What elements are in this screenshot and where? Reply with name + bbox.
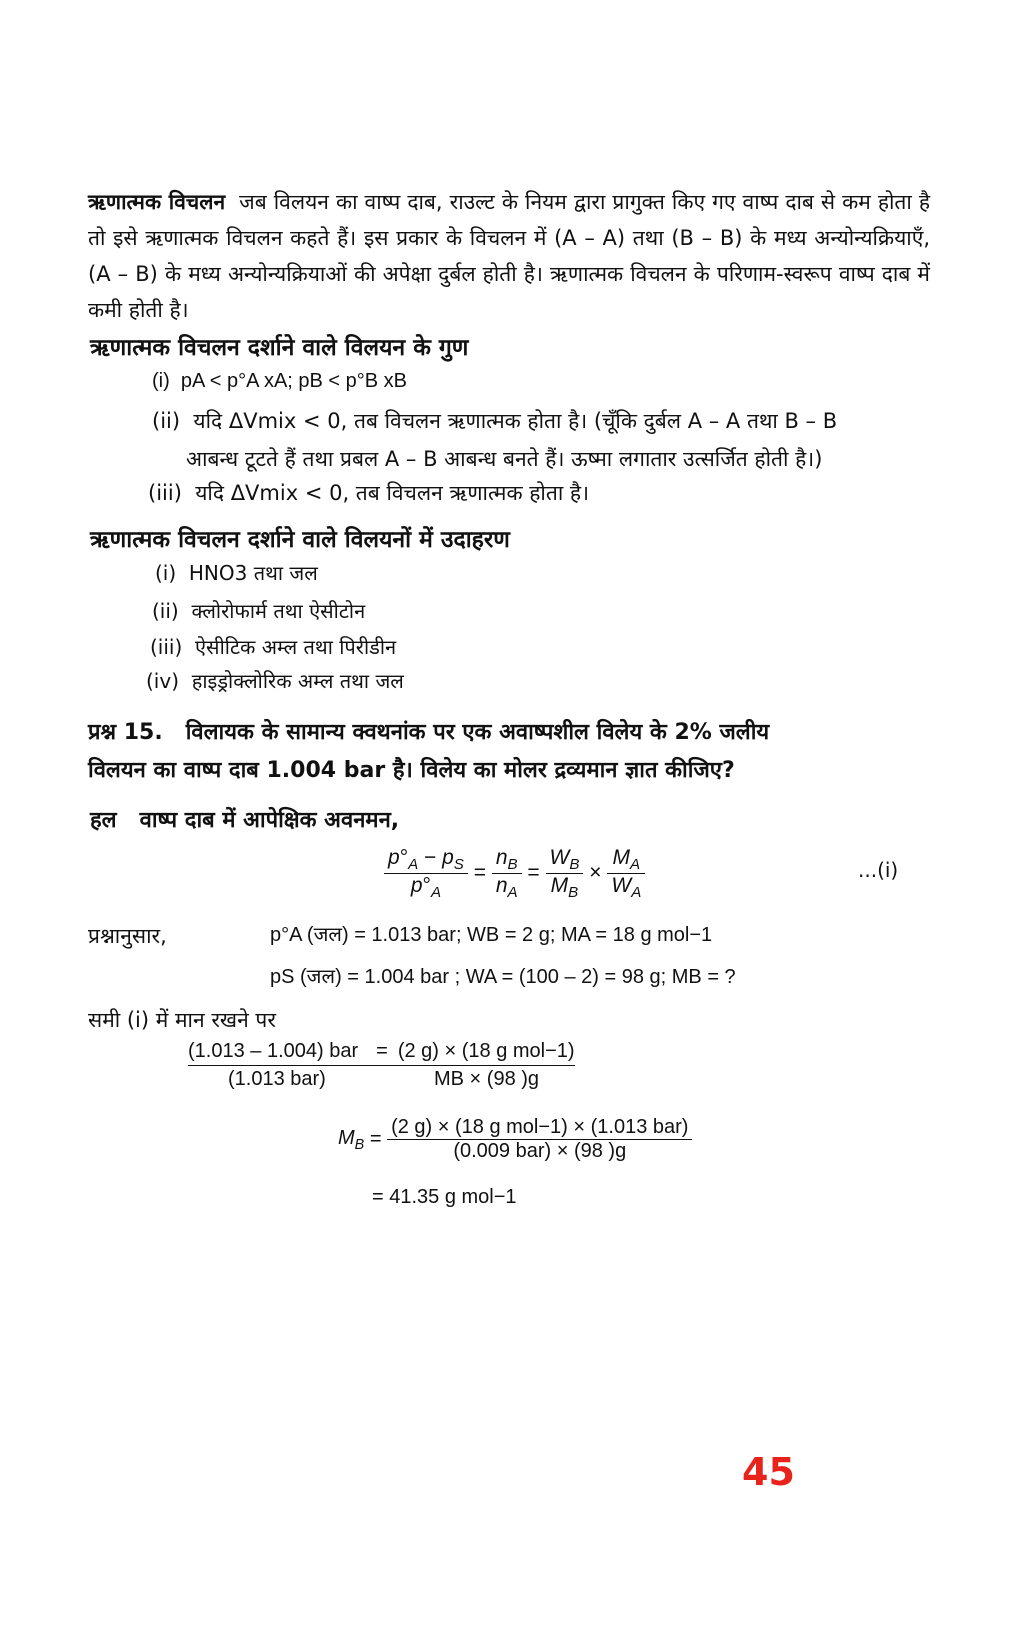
solution-intro-text: वाष्प दाब में आपेक्षिक अवनमन,	[139, 808, 400, 833]
solution-intro	[90, 804, 399, 834]
fraction-molar: $\frac{M_A}{W_A}$	[607, 846, 645, 901]
item-number: (iii)	[150, 635, 183, 659]
page-number: 45	[742, 1450, 795, 1494]
equation-tag: ...(i)	[858, 858, 899, 882]
property-item-1	[152, 366, 407, 396]
step1-numerator-left: (1.013 – 1.004) bar	[188, 1040, 359, 1062]
property-formula: pA < p°A xA; pB < p°B xB	[180, 370, 408, 392]
step-2: $M_B$ = $\frac{\text{(2 g) × (18 g mol−1) × (1.013 bar)}}{\text{(0.009 bar) × (98 )g}}$	[338, 1116, 692, 1163]
example-text: हाइड्रोक्लोरिक अम्ल तथा जल	[191, 669, 404, 693]
equation-1: $\frac{p^\circ_A - p_S}{p^\circ_A}$ = $\frac{n_B}{n_A}$ = $\frac{W_B}{M_B}$ × $\frac{M_A}{W_A}$	[384, 846, 645, 901]
given-label: प्रश्नानुसार,	[88, 924, 167, 948]
question-label: प्रश्न 15.	[88, 720, 163, 745]
result: = 41.35 g mol−1	[372, 1186, 517, 1208]
property-text-line2: आबन्ध टूटते हैं तथा प्रबल A – B आबन्ध बनते हैं। ऊष्मा लगातार उत्सर्जित होती है।)	[186, 447, 823, 471]
properties-heading: ऋणात्मक विचलन दर्शाने वाले विलयन के गुण	[90, 335, 469, 361]
step2-denominator: (0.009 bar) × (98 )g	[453, 1140, 627, 1162]
example-item-2	[152, 596, 365, 626]
property-text-line1: यदि ΔVmix < 0, तब विचलन ऋणात्मक होता है। (चूँकि दुर्बल A – A तथा B – B	[193, 409, 838, 433]
step-1: (1.013 – 1.004) bar = (2 g) × (18 g mol−1) (1.013 bar) MB × (98 )g	[188, 1040, 575, 1090]
question-line2: विलयन का वाष्प दाब 1.004 bar है। विलेय का मोलर द्रव्यमान ज्ञात कीजिए?	[88, 758, 735, 783]
example-item-4	[146, 666, 404, 696]
property-item-2-cont	[186, 440, 936, 478]
example-text: ऐसीटिक अम्ल तथा पिरीडीन	[195, 635, 397, 659]
property-text: यदि ΔVmix < 0, तब विचलन ऋणात्मक होता है।	[195, 481, 590, 505]
intro-term: ऋणात्मक विचलन	[88, 190, 226, 214]
fraction-pressure: $\frac{p^\circ_A - p_S}{p^\circ_A}$	[384, 846, 468, 901]
solution-label: हल	[90, 808, 117, 833]
item-number: (ii)	[152, 599, 179, 623]
question-line1: विलायक के सामान्य क्वथनांक पर एक अवाष्पशील विलेय के 2% जलीय	[185, 720, 770, 745]
fraction-moles: $\frac{n_B}{n_A}$	[492, 846, 522, 901]
example-item-1	[155, 558, 318, 588]
item-number: (i)	[152, 370, 170, 392]
step1-numerator-right: (2 g) × (18 g mol−1)	[397, 1040, 575, 1062]
property-item-2	[152, 402, 932, 440]
item-number: (iv)	[146, 669, 179, 693]
step2-fraction	[387, 1116, 692, 1163]
substitute-text: समी (i) में मान रखने पर	[88, 1008, 276, 1032]
example-item-3	[150, 632, 396, 662]
example-text: HNO3 तथा जल	[188, 561, 318, 585]
step2-numerator: (2 g) × (18 g mol−1) × (1.013 bar)	[387, 1116, 692, 1140]
property-item-3	[148, 478, 589, 508]
example-text: क्लोरोफार्म तथा ऐसीटोन	[191, 599, 366, 623]
question	[88, 714, 933, 790]
intro-text: जब विलयन का वाष्प दाब, राउल्ट के नियम द्वारा प्रागुक्त किए गए वाष्प दाब से कम होता है तो इसे ऋणात्मक विचलन कहते हैं। इस प्रकार के विचलन में (A – A) तथा (B – B) के मध्य अन्योन्यक्रियाएँ, (A – B) के मध्य अन्योन्यक्रियाओं की अपेक्षा दुर्बल होती है। ऋणात्मक विचलन के परिणाम-स्वरूप वाष्प दाब में कमी होती है।	[88, 190, 930, 322]
item-number: (iii)	[148, 481, 182, 505]
fraction-mass: $\frac{W_B}{M_B}$	[546, 846, 584, 901]
step1-denominator-right: MB × (98 )g	[434, 1068, 540, 1090]
intro-paragraph	[88, 184, 930, 328]
given-line-2: pS (जल) = 1.004 bar ; WA = (100 – 2) = 98 g; MB = ?	[270, 966, 736, 988]
item-number: (ii)	[152, 409, 181, 433]
step1-denominator-left: (1.013 bar)	[228, 1068, 326, 1090]
examples-heading: ऋणात्मक विचलन दर्शाने वाले विलयनों में उदाहरण	[90, 527, 510, 553]
item-number: (i)	[155, 561, 177, 585]
given-line-1: p°A (जल) = 1.013 bar; WB = 2 g; MA = 18 g mol−1	[270, 924, 713, 946]
